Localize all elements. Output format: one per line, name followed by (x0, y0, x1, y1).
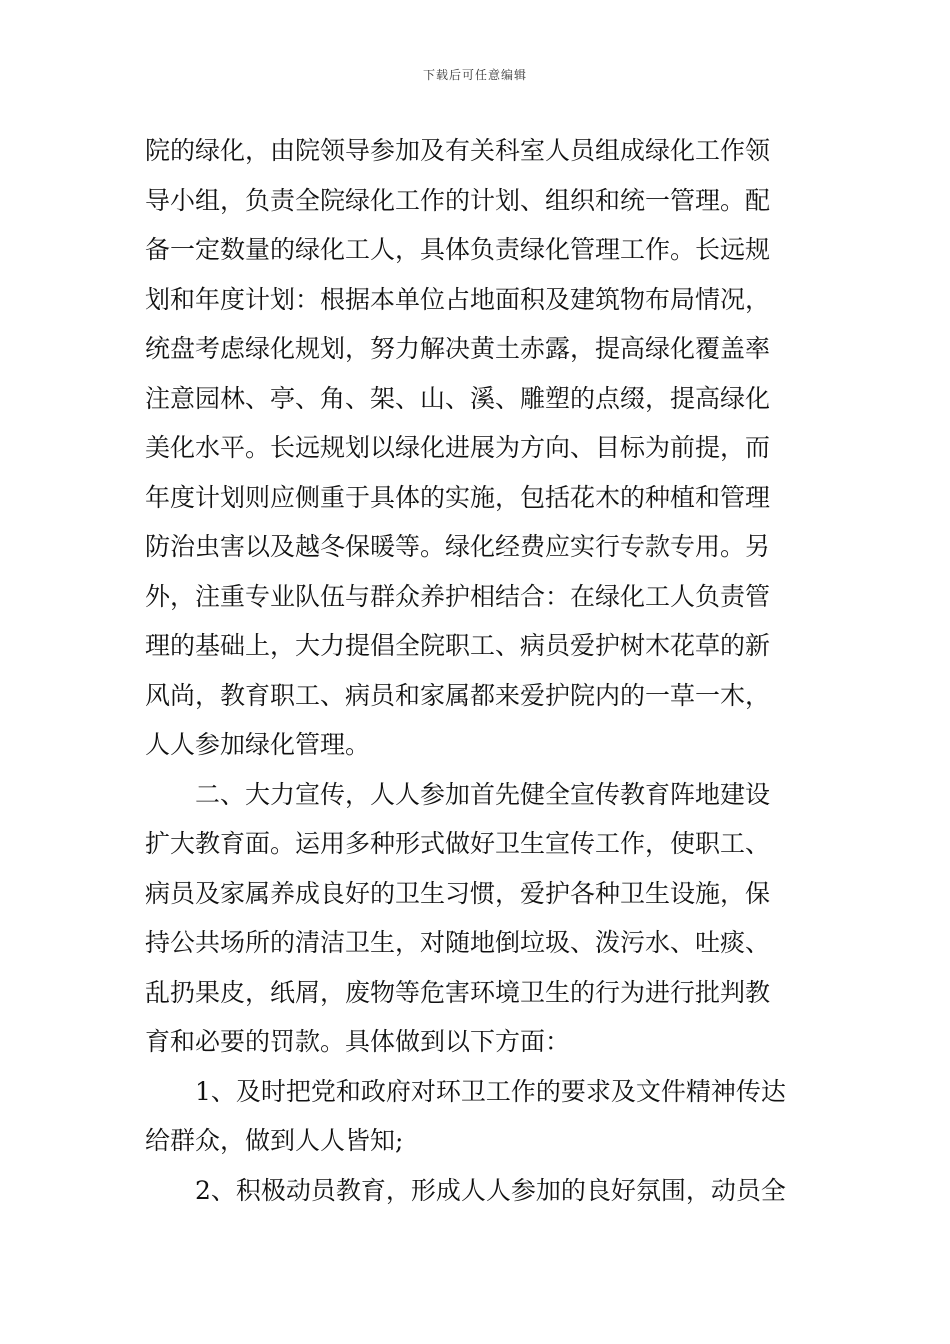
text-line: 年度计划则应侧重于具体的实施，包括花木的种植和管理 (145, 482, 771, 512)
page-header: 下载后可任意编辑 (422, 68, 527, 82)
list-item-line: 2、积极动员教育，形成人人参加的良好氛围，动员全 (195, 1175, 786, 1205)
text-line: 给群众，做到人人皆知; (145, 1126, 404, 1155)
list-item-line: 1、及时把党和政府对环卫工作的要求及文件精神传达 (195, 1076, 786, 1106)
text-line: 导小组，负责全院绿化工作的计划、组织和统一管理。配 (145, 185, 771, 215)
text-line: 院的绿化，由院领导参加及有关科室人员组成绿化工作领 (145, 136, 771, 165)
text-line: 持公共场所的清洁卫生，对随地倒垃圾、泼污水、吐痰、 (145, 928, 771, 957)
text-line: 风尚，教育职工、病员和家属都来爱护院内的一草一木， (145, 680, 771, 710)
text-line: 扩大教育面。运用多种形式做好卫生宣传工作，使职工、 (145, 829, 771, 858)
text-line: 理的基础上，大力提倡全院职工、病员爱护树木花草的新 (145, 631, 771, 660)
text-line: 外，注重专业队伍与群众养护相结合：在绿化工人负责管 (145, 581, 771, 611)
text-line: 美化水平。长远规划以绿化进展为方向、目标为前提，而 (145, 433, 771, 462)
text-line: 育和必要的罚款。具体做到以下方面： (145, 1027, 571, 1056)
text-line: 注意园林、亭、角、架、山、溪、雕塑的点缀，提高绿化 (145, 383, 771, 413)
text-line: 人人参加绿化管理。 (145, 730, 371, 759)
paragraph-start-line: 二、大力宣传，人人参加首先健全宣传教育阵地建设 (195, 779, 771, 809)
text-line: 病员及家属养成良好的卫生习惯，爱护各种卫生设施，保 (145, 878, 771, 908)
text-line: 划和年度计划：根据本单位占地面积及建筑物布局情况， (145, 284, 771, 314)
text-line: 统盘考虑绿化规划，努力解决黄土赤露，提高绿化覆盖率 (145, 334, 771, 363)
text-line: 备一定数量的绿化工人，具体负责绿化管理工作。长远规 (145, 235, 771, 264)
body-text (145, 126, 810, 1215)
text-line: 防治虫害以及越冬保暖等。绿化经费应实行专款专用。另 (145, 532, 771, 561)
text-line: 乱扔果皮，纸屑，废物等危害环境卫生的行为进行批判教 (145, 977, 771, 1007)
